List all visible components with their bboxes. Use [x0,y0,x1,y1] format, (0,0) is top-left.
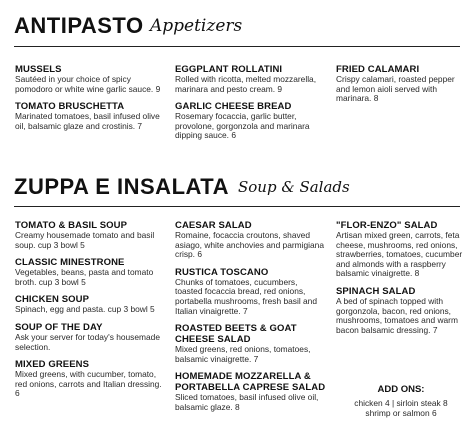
menu-item-tomato-bruschetta [15,101,163,131]
menu-item-classic-minestrone [15,257,165,287]
menu-item-roasted-beets-goat-cheese-salad [175,323,327,364]
item-desc: Rosemary focaccia, garlic butter, provolone, gorgonzola and marinara dipping sauce. 6 [175,111,310,141]
menu-item-mozzarella-portabella-caprese-salad [175,371,327,412]
antipasto-title: ANTIPASTO [14,13,144,38]
zuppa-col-2 [175,220,327,420]
menu-item-chicken-soup [15,294,165,315]
antipasto-col-1 [15,64,163,138]
item-desc: Rolled with ricotta, melted mozzarella, marinara and pesto cream. 9 [175,74,317,94]
zuppa-col-1 [15,220,165,406]
item-desc: Vegetables, beans, pasta and tomato broth. cup 3 bowl 5 [15,267,154,287]
item-name: MUSSELS [15,64,62,75]
item-desc: A bed of spinach topped with gorgonzola, bacon, red onions, mushrooms, tomatoes and warm bacon balsamic dressing. 7 [336,295,458,335]
item-name: SOUP OF THE DAY [15,321,103,333]
zuppa-title: ZUPPA E INSALATA [14,174,229,199]
item-desc: Sautéed in your choice of spicy pomodoro or white wine garlic sauce. 9 [15,74,161,94]
item-name: EGGPLANT ROLLATINI [175,64,283,75]
zuppa-col-3 [336,220,466,342]
add-ons-line-2: shrimp or salmon 6 [365,408,437,418]
item-name: FRIED CALAMARI [336,64,420,75]
menu-item-caesar-salad [175,220,327,260]
item-name: CLASSIC MINESTRONE [15,257,125,269]
item-desc: Sliced tomatoes, basil infused olive oil, balsamic glaze. 8 [175,392,319,412]
item-desc: Crispy calamari, roasted pepper and lemon aioli served with marinara. 8 [336,74,455,104]
item-desc: Creamy housemade tomato and basil soup. cup 3 bowl 5 [15,230,155,250]
add-ons-line-1: chicken 4 | sirloin steak 8 [354,398,448,408]
zuppa-subtitle: Soup & Salads [238,178,350,196]
menu-item-fried-calamari [336,64,466,104]
zuppa-rule [14,206,460,207]
antipasto-subtitle: Appetizers [150,16,243,36]
item-desc: Mixed greens, with cucumber, tomato, red onions, carrots and Italian dressing. 6 [15,369,162,399]
menu-item-mixed-greens [15,359,165,399]
item-desc: Romaine, focaccia croutons, shaved asiago, white anchovies and parmigiana crisp. 6 [175,230,324,260]
add-ons-block [336,384,466,418]
item-desc: Marinated tomatoes, basil infused olive oil, balsamic glaze and crostinis. 7 [15,111,160,131]
item-name: GARLIC CHEESE BREAD [175,101,292,113]
item-desc: Ask your server for today's housemade selection. [15,331,160,352]
item-name: RUSTICA TOSCANO [175,266,269,278]
menu-item-rustica-toscano [175,267,327,316]
item-name: SPINACH SALAD [336,285,416,297]
item-name: MIXED GREENS [15,359,90,371]
item-name: CHICKEN SOUP [15,294,90,306]
item-name: HOMEMADE MOZZARELLA & PORTABELLA CAPRESE SALAD [175,371,326,394]
item-name: ROASTED BEETS & GOAT CHEESE SALAD [175,323,297,346]
item-desc: Chunks of tomatoes, cucumbers, toasted focaccia bread, red onions, portabella mushrooms, fresh basil and Italian vinaigrette. 7 [175,276,317,316]
menu-item-spinach-salad [336,286,466,335]
item-name: CAESAR SALAD [175,220,252,231]
menu-item-soup-of-the-day [15,322,165,352]
add-ons-title: ADD ONS: [377,384,425,395]
antipasto-col-2 [175,64,325,148]
menu-item-eggplant-rollatini [175,64,325,94]
antipasto-col-3 [336,64,466,111]
item-name: "FLOR-ENZO" SALAD [336,220,438,231]
item-desc: Artisan mixed green, carrots, feta cheese, mushrooms, red onions, strawberries, tomatoes, cucumber and almonds with a raspberry balsamic vinaigrette. 8 [336,230,463,279]
menu-item-garlic-cheese-bread [175,101,325,141]
item-desc: Spinach, egg and pasta. cup 3 bowl 5 [15,304,155,315]
item-name: TOMATO & BASIL SOUP [15,220,128,231]
menu-item-mussels [15,64,163,94]
item-desc: Mixed greens, red onions, tomatoes, balsamic vinaigrette. 7 [175,344,311,364]
menu-item-flor-enzo-salad [336,220,466,279]
antipasto-rule [14,46,460,47]
menu-item-tomato-basil-soup [15,220,165,250]
item-name: TOMATO BRUSCHETTA [15,101,125,113]
